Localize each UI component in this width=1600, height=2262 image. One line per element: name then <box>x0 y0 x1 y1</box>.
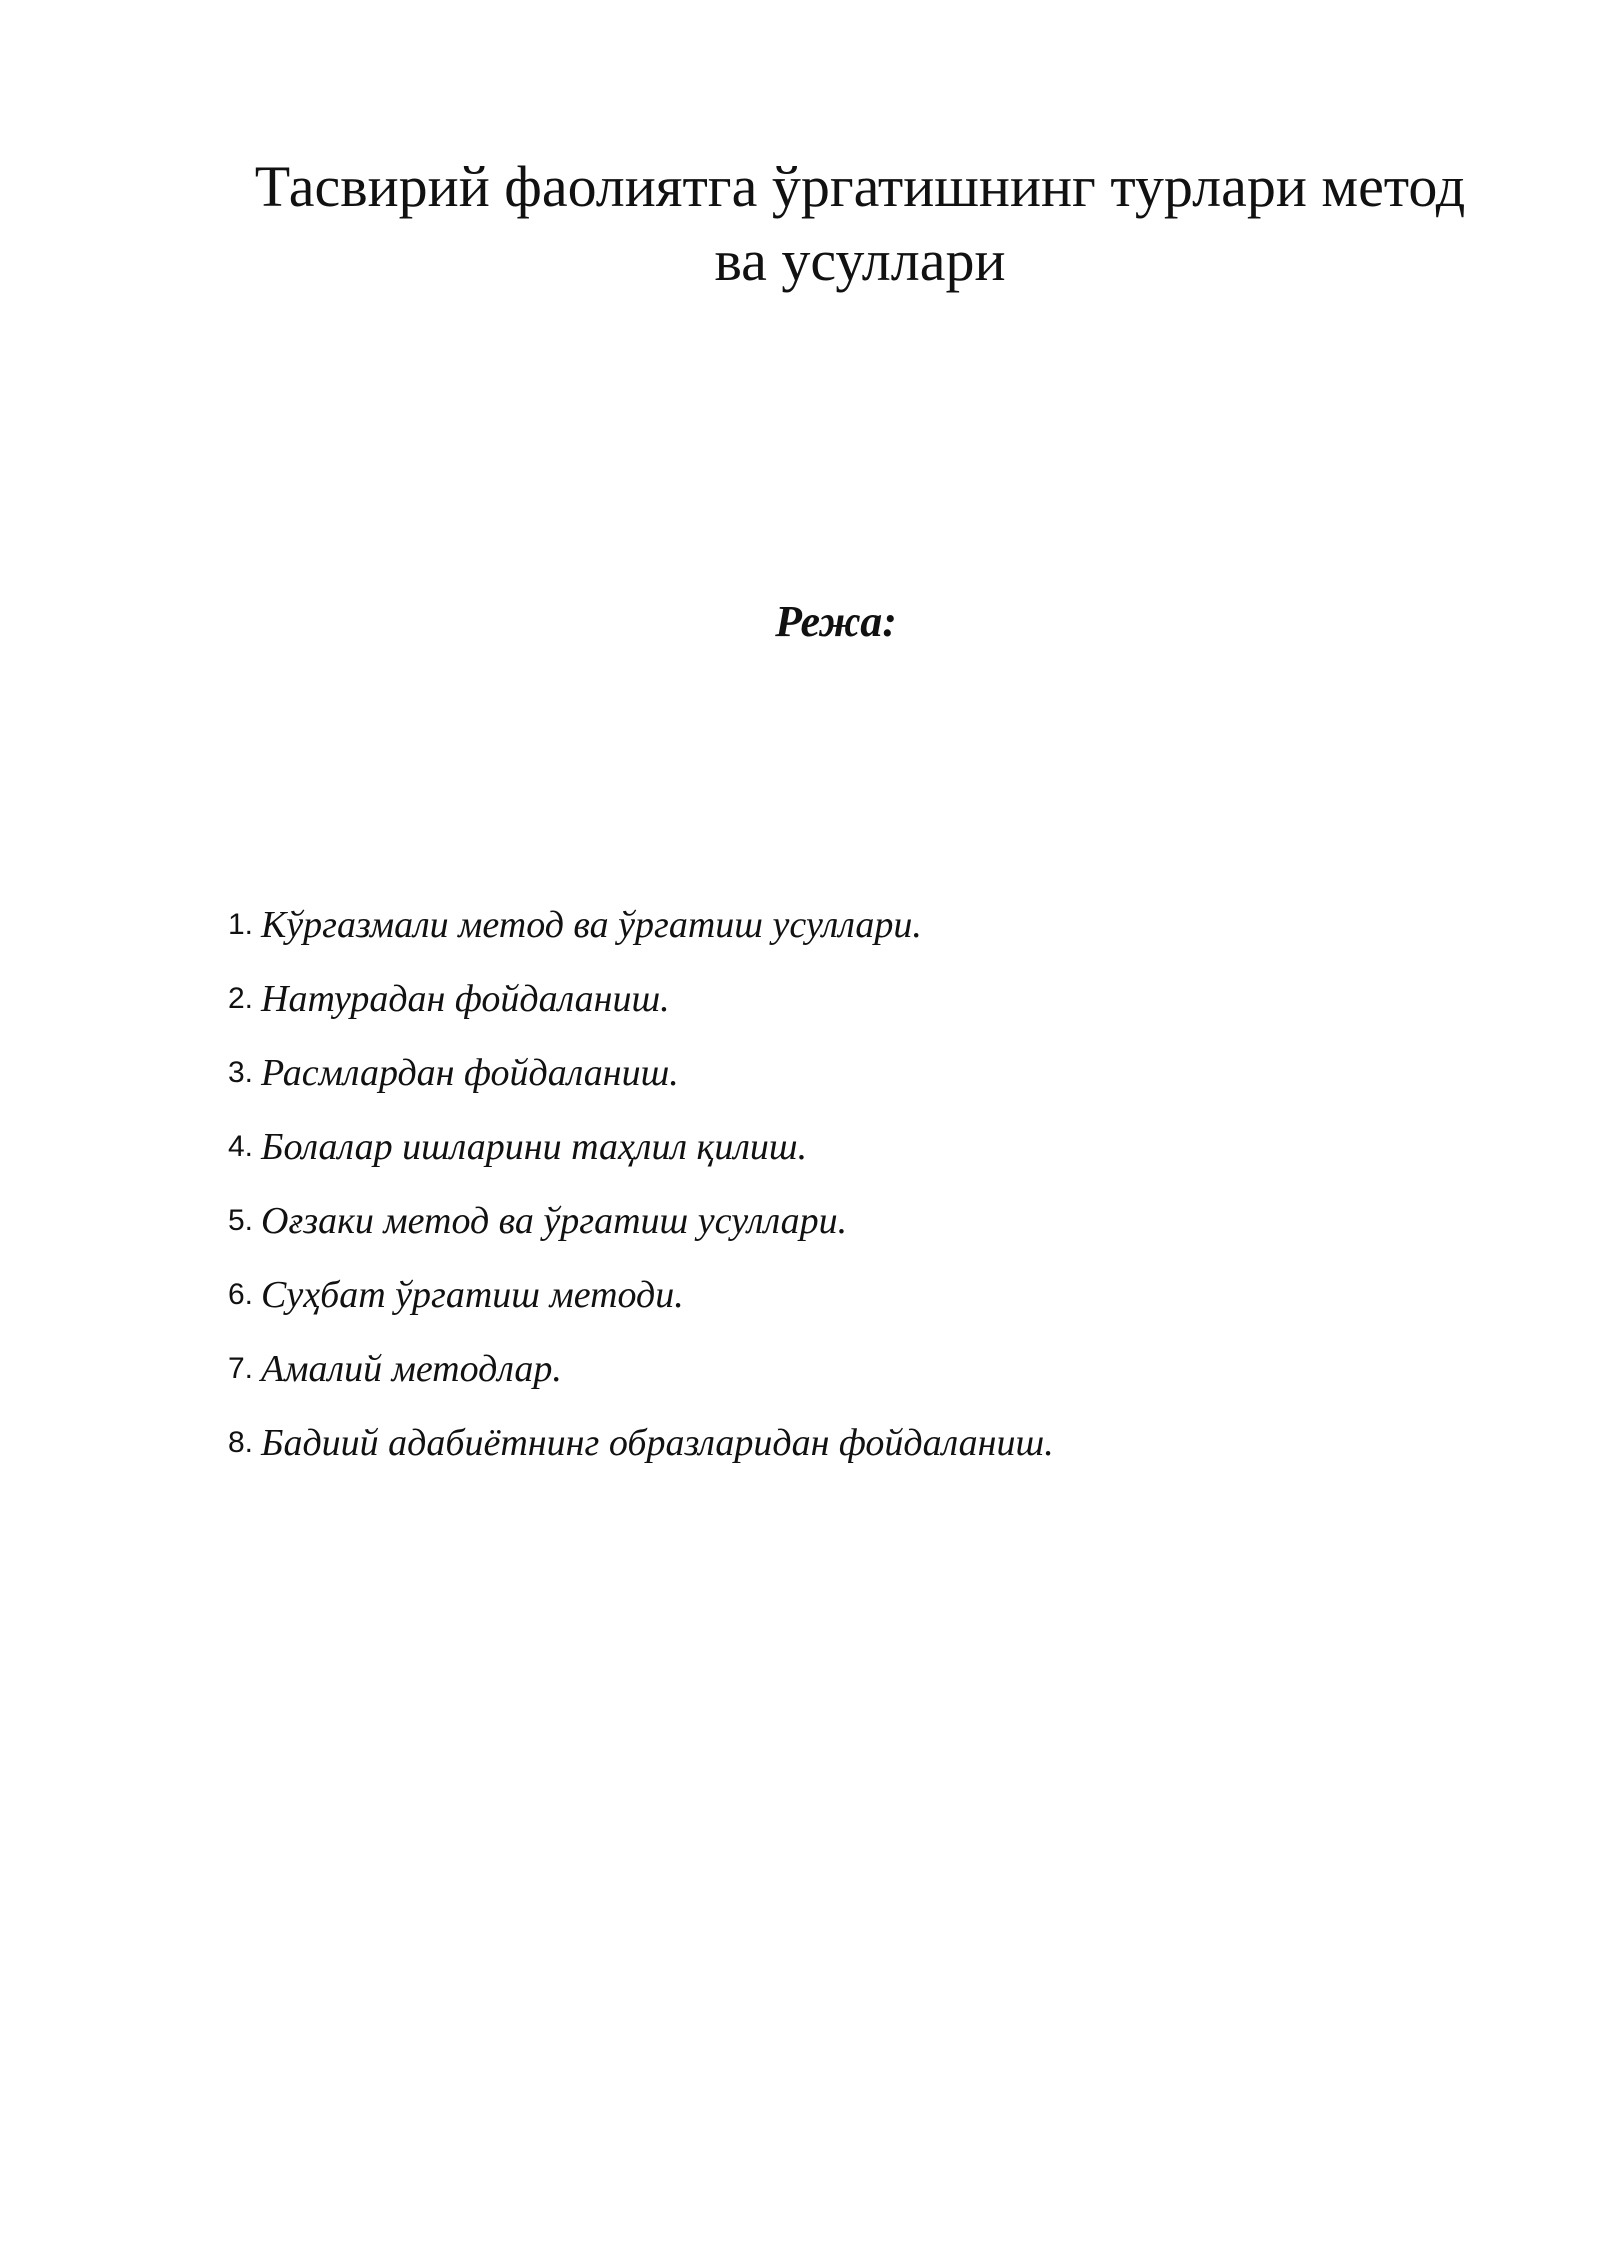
plan-item <box>228 962 1054 1036</box>
plan-item-text: Болалар ишларини таҳлил қилиш. <box>261 1126 808 1168</box>
plan-item-text: Натурадан фойдаланиш. <box>261 978 670 1020</box>
plan-heading: Режа: <box>775 597 897 646</box>
title-line-1: Тасвирий фаолиятга ўргатишнинг турлари метод <box>254 154 1466 219</box>
plan-item <box>228 1110 1054 1184</box>
plan-item-number: 3. <box>228 1056 254 1089</box>
title-line-2: ва усуллари <box>714 228 1006 293</box>
plan-item <box>228 1184 1054 1258</box>
plan-item <box>228 1406 1054 1480</box>
plan-item-text: Расмлардан фойдаланиш. <box>261 1052 679 1094</box>
plan-item <box>228 1036 1054 1110</box>
plan-item <box>228 888 1054 962</box>
plan-item-text: Бадиий адабиётнинг образларидан фойдаланиш. <box>261 1422 1054 1464</box>
plan-item <box>228 1332 1054 1406</box>
plan-item-number: 4. <box>228 1130 254 1163</box>
plan-item-text: Кўргазмали метод ва ўргатиш усуллари. <box>261 904 922 946</box>
plan-item-number: 8. <box>228 1426 254 1459</box>
document-title <box>200 150 1520 298</box>
plan-item-number: 7. <box>228 1352 254 1385</box>
plan-item-text: Оғзаки метод ва ўргатиш усуллари. <box>261 1200 848 1242</box>
plan-item-number: 5. <box>228 1204 254 1237</box>
plan-item-number: 1. <box>228 908 254 941</box>
plan-item-text: Суҳбат ўргатиш методи. <box>261 1274 684 1316</box>
plan-item-number: 6. <box>228 1278 254 1311</box>
plan-item-text: Амалий методлар. <box>261 1348 562 1390</box>
plan-item <box>228 1258 1054 1332</box>
plan-list <box>228 888 1054 1480</box>
plan-item-number: 2. <box>228 982 254 1015</box>
